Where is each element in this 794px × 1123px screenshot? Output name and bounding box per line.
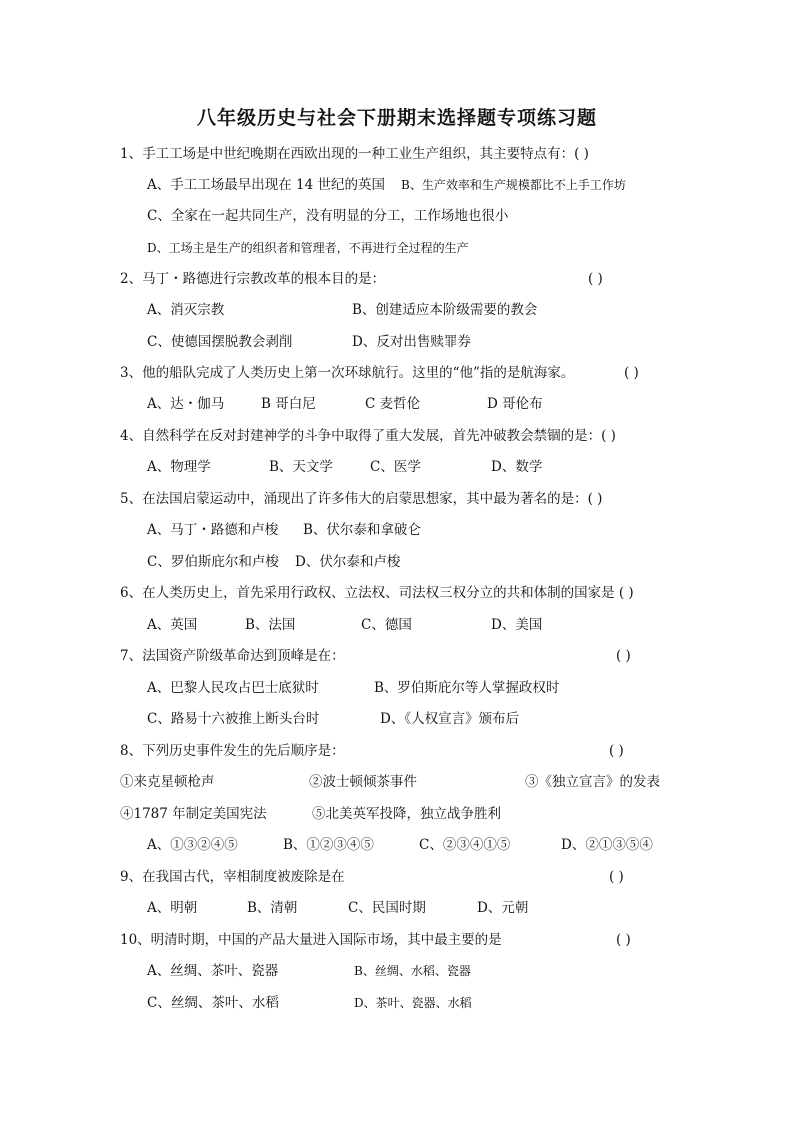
question-8-answer-blank: ( ) (609, 743, 624, 759)
option-a: A、英国 (147, 617, 198, 633)
question-8-stem: 8、下列历史事件发生的先后顺序是： (120, 743, 345, 759)
option-c: C、丝绸、茶叶、水稻 (147, 995, 279, 1011)
event-3: ③《独立宣言》的发表 (525, 774, 660, 790)
option-b: B、天文学 (269, 459, 333, 475)
question-6-stem: 6、在人类历史上，首先采用行政权、立法权、司法权三权分立的共和体制的国家是 ( ) (120, 585, 634, 601)
option-a: A、丝绸、茶叶、瓷器 (147, 963, 279, 979)
question-7-answer-blank: ( ) (616, 648, 631, 664)
option-c: C、罗伯斯庇尔和卢梭 (147, 554, 279, 570)
question-3-answer-blank: ( ) (624, 365, 639, 381)
option-b: B、法国 (245, 617, 296, 633)
question-3-stem: 3、他的船队完成了人类历史上第一次环球航行。这里的“他”指的是航海家。 (120, 365, 575, 381)
option-b: B、①②③④⑤ (283, 837, 374, 853)
option-c: C、民国时期 (348, 900, 426, 916)
page-title: 八年级历史与社会下册期末选择题专项练习题 (196, 107, 597, 129)
question-7-stem: 7、法国资产阶级革命达到顶峰是在： (120, 648, 345, 664)
question-2-stem: 2、马丁・路德进行宗教改革的根本目的是： (120, 271, 386, 287)
option-d: D、伏尔泰和卢梭 (295, 554, 401, 570)
event-1: ①来克星顿枪声 (120, 774, 215, 790)
option-b: B 哥白尼 (261, 396, 316, 412)
question-1-option-c: C、全家在一起共同生产，没有明显的分工，工作场地也很小 (147, 208, 509, 224)
option-b: B、丝绸、水稻、瓷器 (354, 964, 471, 978)
option-d: D、元朝 (477, 900, 529, 916)
option-a: A、物理学 (147, 459, 211, 475)
option-a: A、明朝 (147, 900, 198, 916)
option-d: D、反对出售赎罪券 (352, 334, 471, 350)
option-c: C、路易十六被推上断头台时 (147, 711, 320, 727)
option-c: C、②③④①⑤ (419, 837, 511, 853)
question-5-stem: 5、在法国启蒙运动中，涌现出了许多伟大的启蒙思想家，其中最为著名的是：( ) (120, 491, 603, 507)
option-b: B、清朝 (247, 900, 298, 916)
option-d: D、美国 (491, 617, 543, 633)
option-d: D 哥伦布 (487, 396, 543, 412)
option-c: C、使德国摆脱教会剥削 (147, 334, 293, 350)
option-a: A、消灭宗教 (147, 302, 225, 318)
option-a: A、达・伽马 (147, 396, 225, 412)
option-d: D、数学 (491, 459, 543, 475)
option-b: B、伏尔泰和拿破仑 (303, 522, 421, 538)
option-d: D、《人权宣言》颁布后 (380, 711, 520, 727)
option-b: B、创建适应本阶级需要的教会 (352, 302, 538, 318)
event-4: ④1787 年制定美国宪法 (120, 806, 267, 822)
question-2-answer-blank: ( ) (588, 271, 603, 287)
question-1-stem: 1、手工工场是中世纪晚期在西欧出现的一种工业生产组织，其主要特点有：( ) (120, 146, 589, 162)
option-c: C 麦哲伦 (365, 396, 421, 412)
question-4-stem: 4、自然科学在反对封建神学的斗争中取得了重大发展，首先冲破教会禁锢的是：( ) (120, 428, 616, 444)
question-10-answer-blank: ( ) (616, 932, 631, 948)
question-9-answer-blank: ( ) (609, 869, 624, 885)
option-b: B、生产效率和生产规模都比不上手工作坊 (401, 178, 626, 192)
option-b: B、罗伯斯庇尔等人掌握政权时 (374, 680, 560, 696)
option-a: A、手工工场最早出现在 14 世纪的英国 (147, 177, 386, 193)
question-9-stem: 9、在我国古代，宰相制度被废除是在 (120, 869, 345, 885)
option-a: A、巴黎人民攻占巴士底狱时 (147, 680, 319, 696)
option-a: A、马丁・路德和卢梭 (147, 522, 279, 538)
option-d: D、②①③⑤④ (561, 837, 653, 853)
option-c: C、医学 (370, 459, 421, 475)
question-1-option-d: D、工场主是生产的组织者和管理者，不再进行全过程的生产 (147, 241, 469, 255)
option-c: C、德国 (361, 617, 412, 633)
event-5: ⑤北美英军投降，独立战争胜利 (312, 806, 501, 822)
option-d: D、茶叶、瓷器、水稻 (354, 996, 472, 1010)
option-a: A、①③②④⑤ (147, 837, 238, 853)
event-2: ②波士顿倾茶事件 (309, 774, 417, 790)
question-10-stem: 10、明清时期，中国的产品大量进入国际市场，其中最主要的是 (120, 932, 502, 948)
